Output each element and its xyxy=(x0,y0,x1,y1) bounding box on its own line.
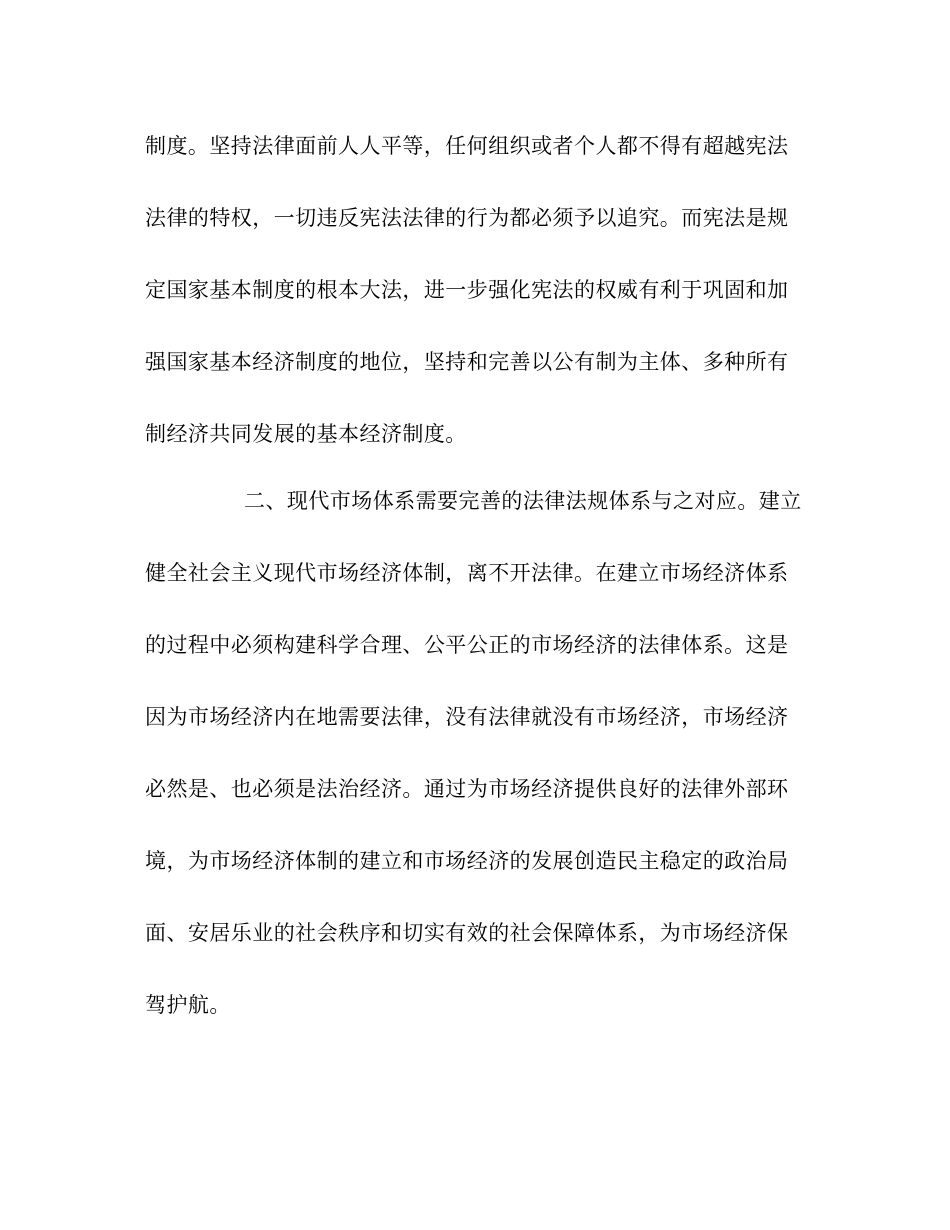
text-line: 制经济共同发展的基本经济制度。 xyxy=(145,422,467,446)
text-line: 境，为市场经济体制的建立和市场经济的发展创造民主稳定的政治局 xyxy=(145,849,789,873)
text-line: 必然是、也必须是法治经济。通过为市场经济提供良好的法律外部环 xyxy=(145,777,789,801)
text-line: 的过程中必须构建科学合理、公平公正的市场经济的法律体系。这是 xyxy=(145,633,789,657)
text-line: 强国家基本经济制度的地位，坚持和完善以公有制为主体、多种所有 xyxy=(145,350,789,374)
text-line: 驾护航。 xyxy=(145,993,231,1017)
paragraph-heading-line: 二、现代市场体系需要完善的法律法规体系与之对应。建立 xyxy=(244,489,802,513)
text-line: 面、安居乐业的社会秩序和切实有效的社会保障体系，为市场经济保 xyxy=(145,921,789,945)
text-line: 制度。坚持法律面前人人平等，任何组织或者个人都不得有超越宪法 xyxy=(145,134,789,158)
text-line: 健全社会主义现代市场经济体制，离不开法律。在建立市场经济体系 xyxy=(145,561,789,585)
text-line: 因为市场经济内在地需要法律，没有法律就没有市场经济，市场经济 xyxy=(145,705,789,729)
text-line: 法律的特权，一切违反宪法法律的行为都必须予以追究。而宪法是规 xyxy=(145,206,789,230)
text-line: 定国家基本制度的根本大法，进一步强化宪法的权威有利于巩固和加 xyxy=(145,278,789,302)
